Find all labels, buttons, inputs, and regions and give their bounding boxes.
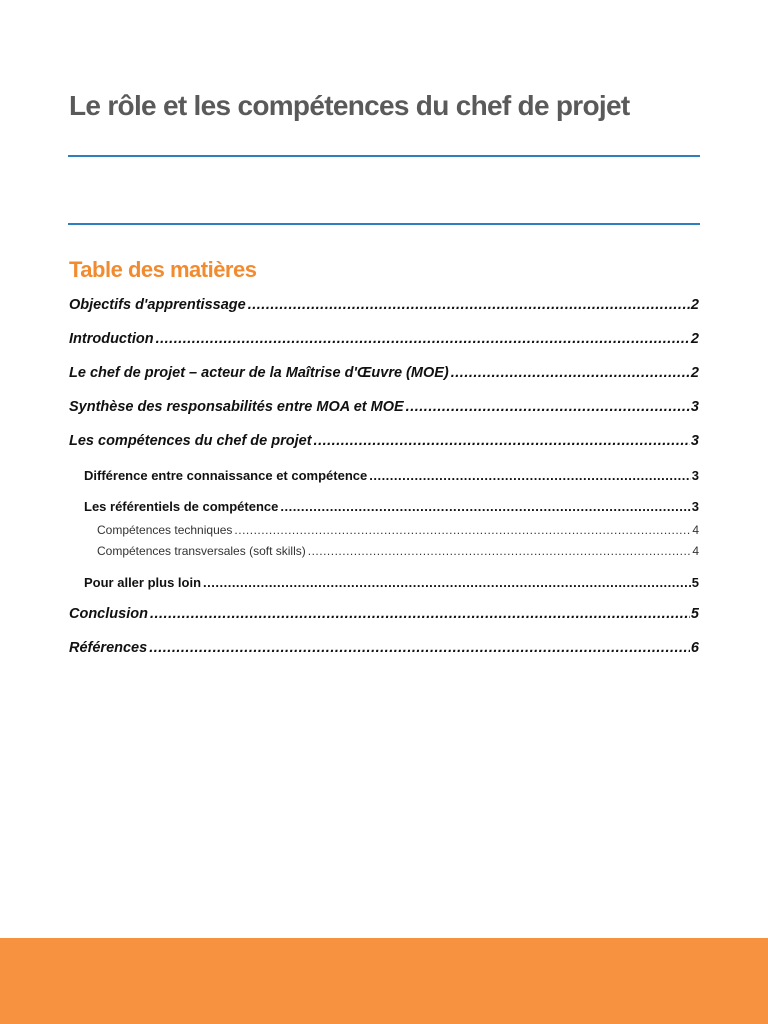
toc-entry-label: Conclusion: [69, 606, 148, 622]
footer-band: [0, 938, 768, 1024]
toc-heading: Table des matières: [69, 257, 257, 282]
toc-entry-label: Pour aller plus loin: [84, 575, 202, 590]
toc-entry-references[interactable]: [69, 640, 699, 662]
toc-entry-competences[interactable]: [69, 433, 699, 455]
title-rule-top: [68, 155, 700, 157]
toc-entry-difference-connaissance[interactable]: [84, 468, 699, 488]
toc-leader-dots: [369, 468, 691, 483]
toc-entry-objectifs[interactable]: [69, 297, 699, 319]
toc-page-number: 6: [690, 640, 699, 656]
toc-entry-pour-aller-plus-loin[interactable]: [84, 575, 699, 595]
toc-leader-dots: [149, 640, 690, 656]
toc-page-number: 3: [690, 399, 699, 415]
toc-leader-dots: [308, 544, 692, 558]
toc-leader-dots: [150, 606, 690, 622]
toc-leader-dots: [156, 331, 690, 347]
toc-entry-label: Les référentiels de compétence: [84, 499, 279, 514]
toc-entry-label: Compétences techniques: [97, 523, 233, 537]
toc-page-number: 3: [690, 433, 699, 449]
toc-entry-label: Les compétences du chef de projet: [69, 433, 312, 449]
toc-page-number: 2: [690, 297, 699, 313]
toc-entry-referentiels[interactable]: [84, 499, 699, 519]
toc-leader-dots: [203, 575, 691, 590]
toc-entry-label: Compétences transversales (soft skills): [97, 544, 306, 558]
toc-entry-label: Le chef de projet – acteur de la Maîtrise d'Œuvre (MOE): [69, 365, 449, 381]
toc-entry-label: Objectifs d'apprentissage: [69, 297, 246, 313]
toc-leader-dots: [280, 499, 690, 514]
toc-page-number: 5: [691, 575, 699, 590]
toc-entry-competences-transversales[interactable]: [97, 544, 699, 562]
toc-page-number: 2: [690, 365, 699, 381]
toc-leader-dots: [314, 433, 690, 449]
toc-leader-dots: [451, 365, 690, 381]
toc-entry-chef-de-projet-moe[interactable]: [69, 365, 699, 387]
toc-entry-label: Synthèse des responsabilités entre MOA et MOE: [69, 399, 404, 415]
toc-leader-dots: [406, 399, 690, 415]
toc-page-number: 3: [691, 468, 699, 483]
toc-entry-conclusion[interactable]: [69, 606, 699, 628]
toc-leader-dots: [234, 523, 691, 537]
toc-entry-label: Différence entre connaissance et compétence: [84, 468, 368, 483]
toc-page-number: 4: [692, 544, 699, 558]
toc-page-number: 2: [690, 331, 699, 347]
toc-entry-label: Références: [69, 640, 148, 656]
toc-page-number: 3: [691, 499, 699, 514]
toc-entry-introduction[interactable]: [69, 331, 699, 353]
document-title: Le rôle et les compétences du chef de projet: [69, 90, 630, 121]
toc-entry-synthese-moa-moe[interactable]: [69, 399, 699, 421]
toc-page-number: 5: [690, 606, 699, 622]
toc-entry-label: Introduction: [69, 331, 154, 347]
title-rule-bottom: [68, 223, 700, 225]
toc-entry-competences-techniques[interactable]: [97, 523, 699, 541]
toc-page-number: 4: [692, 523, 699, 537]
toc-leader-dots: [248, 297, 690, 313]
